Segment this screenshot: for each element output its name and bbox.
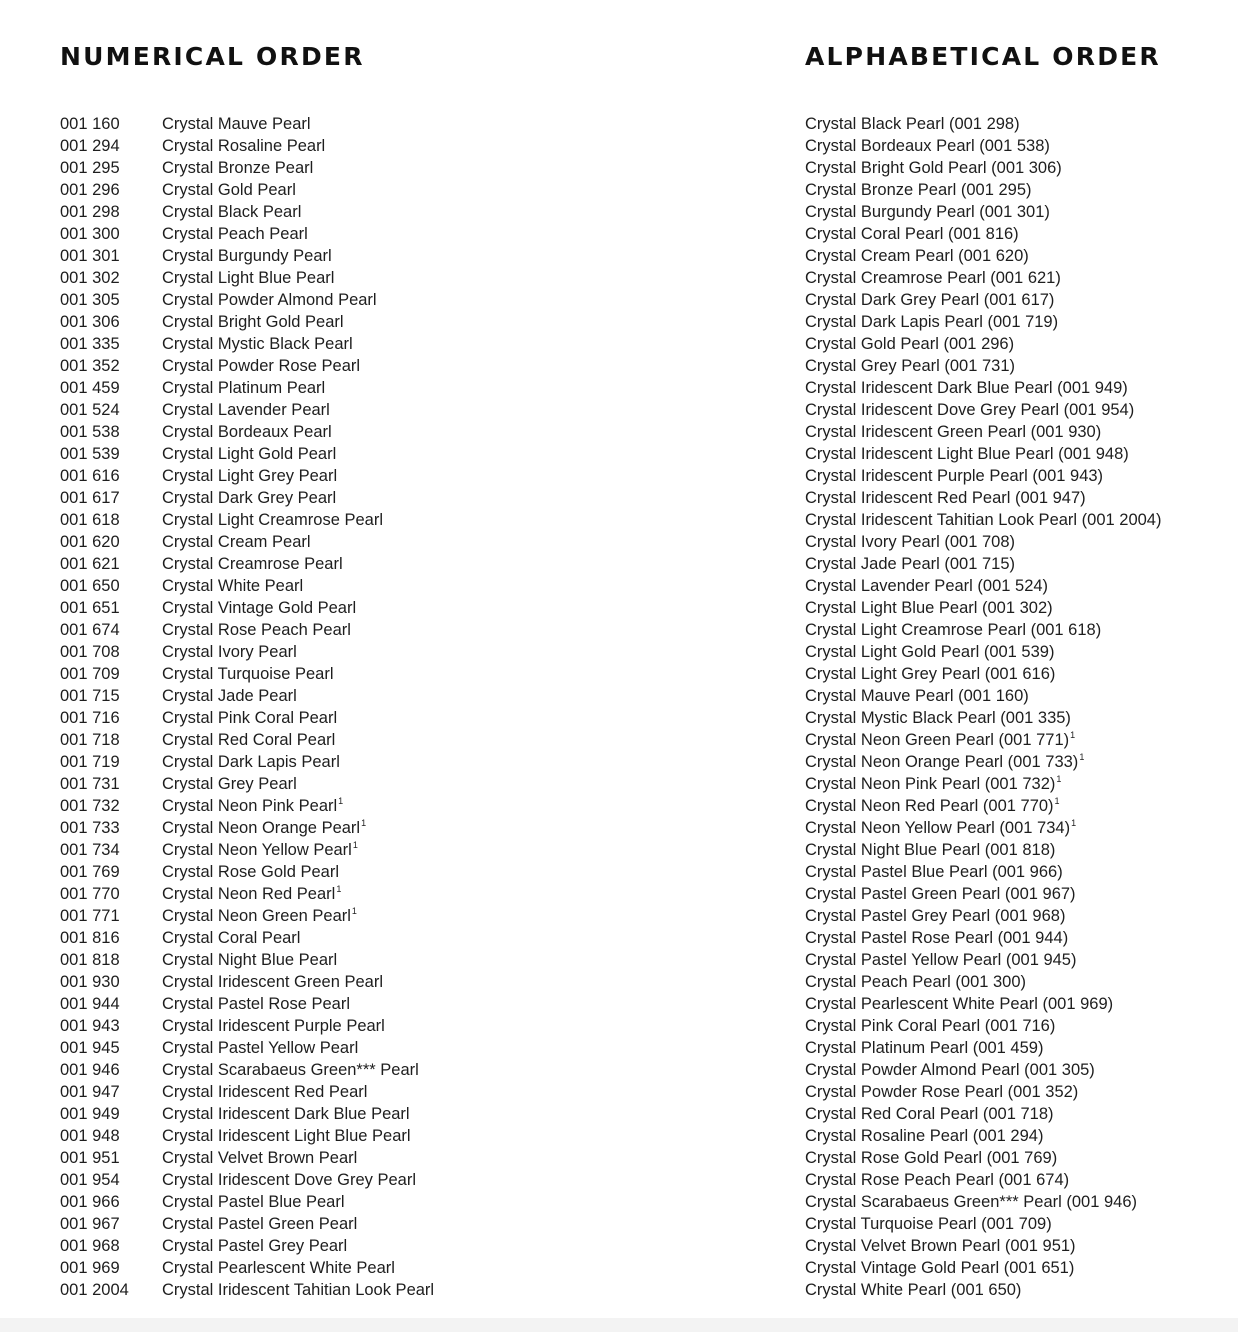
item-name: Crystal Velvet Brown Pearl [162,1149,358,1167]
item-name-with-code: Crystal Iridescent Tahitian Look Pearl (001 2004) [805,511,1162,529]
item-name-with-code: Crystal Pastel Blue Pearl (001 966) [805,863,1063,881]
item-code: 001 617 [60,489,120,507]
item-code: 001 335 [60,335,120,353]
item-name-with-code: Crystal Rosaline Pearl (001 294) [805,1127,1044,1145]
list-item [805,399,1161,421]
item-name: Crystal Neon Red Pearl [162,885,336,903]
list-item [60,201,434,223]
list-item [60,333,434,355]
item-name-with-code: Crystal Burgundy Pearl (001 301) [805,203,1050,221]
list-item [805,1191,1161,1213]
item-name-with-code: Crystal Powder Rose Pearl (001 352) [805,1083,1079,1101]
item-name-with-code: Crystal Mystic Black Pearl (001 335) [805,709,1071,727]
item-code: 001 969 [60,1259,120,1277]
list-item [60,223,434,245]
item-name-with-code: Crystal Rose Peach Pearl (001 674) [805,1171,1070,1189]
item-name-with-code: Crystal Iridescent Dark Blue Pearl (001 949) [805,379,1128,397]
item-code: 001 948 [60,1127,120,1145]
item-name-with-code: Crystal Neon Red Pearl (001 770) [805,797,1054,815]
item-code: 001 620 [60,533,120,551]
item-code: 001 968 [60,1237,120,1255]
item-name: Crystal Turquoise Pearl [162,665,334,683]
list-item [60,267,434,289]
item-name: Crystal Rosaline Pearl [162,137,326,155]
item-name: Crystal Lavender Pearl [162,401,330,419]
item-name: Crystal Vintage Gold Pearl [162,599,357,617]
list-item [805,245,1161,267]
item-code: 001 459 [60,379,120,397]
item-name: Crystal Powder Almond Pearl [162,291,377,309]
list-item [60,729,434,751]
list-item [805,1257,1161,1279]
item-name: Crystal Black Pearl [162,203,302,221]
item-name-with-code: Crystal Light Creamrose Pearl (001 618) [805,621,1102,639]
list-item [805,751,1161,773]
list-item [805,179,1161,201]
item-code: 001 650 [60,577,120,595]
list-item [805,619,1161,641]
item-code: 001 538 [60,423,120,441]
item-name: Crystal Pink Coral Pearl [162,709,338,727]
item-code: 001 771 [60,907,120,925]
item-name: Crystal Platinum Pearl [162,379,326,397]
list-item [805,685,1161,707]
item-name-with-code: Crystal White Pearl (001 650) [805,1281,1022,1299]
list-item [60,1059,434,1081]
list-item [60,399,434,421]
list-item [805,773,1161,795]
footnote-marker: 1 [336,884,342,894]
item-name-with-code: Crystal Iridescent Purple Pearl (001 943) [805,467,1104,485]
item-code: 001 651 [60,599,120,617]
item-name-with-code: Crystal Neon Pink Pearl (001 732) [805,775,1056,793]
item-code: 001 734 [60,841,120,859]
item-code: 001 770 [60,885,120,903]
item-name: Crystal Pastel Grey Pearl [162,1237,348,1255]
footnote-marker: 1 [1071,818,1077,828]
list-item [60,993,434,1015]
item-name-with-code: Crystal Ivory Pearl (001 708) [805,533,1015,551]
list-item [805,1059,1161,1081]
list-item [60,311,434,333]
item-name: Crystal Night Blue Pearl [162,951,338,969]
item-name: Crystal White Pearl [162,577,304,595]
item-name-with-code: Crystal Jade Pearl (001 715) [805,555,1016,573]
item-name: Crystal Red Coral Pearl [162,731,336,749]
item-name: Crystal Iridescent Dark Blue Pearl [162,1105,410,1123]
list-item [60,927,434,949]
item-name: Crystal Bordeaux Pearl [162,423,332,441]
item-name-with-code: Crystal Bronze Pearl (001 295) [805,181,1032,199]
item-name-with-code: Crystal Bright Gold Pearl (001 306) [805,159,1062,177]
item-name-with-code: Crystal Pastel Green Pearl (001 967) [805,885,1076,903]
list-item [805,993,1161,1015]
item-code: 001 298 [60,203,120,221]
item-name-with-code: Crystal Iridescent Dove Grey Pearl (001 954) [805,401,1135,419]
list-item [805,267,1161,289]
item-code: 001 305 [60,291,120,309]
item-name-with-code: Crystal Light Grey Pearl (001 616) [805,665,1056,683]
list-item [805,223,1161,245]
footnote-marker: 1 [1054,796,1060,806]
item-code: 001 301 [60,247,120,265]
list-item [60,817,434,839]
item-name-with-code: Crystal Pastel Yellow Pearl (001 945) [805,951,1077,969]
item-name-with-code: Crystal Iridescent Green Pearl (001 930) [805,423,1102,441]
item-name: Crystal Light Gold Pearl [162,445,337,463]
item-code: 001 296 [60,181,120,199]
item-name: Crystal Iridescent Red Pearl [162,1083,368,1101]
footnote-marker: 1 [361,818,367,828]
list-item [805,641,1161,663]
item-code: 001 944 [60,995,120,1013]
item-code: 001 539 [60,445,120,463]
list-item [60,1037,434,1059]
list-item [60,949,434,971]
item-name: Crystal Gold Pearl [162,181,296,199]
list-item [805,1081,1161,1103]
item-name-with-code: Crystal Bordeaux Pearl (001 538) [805,137,1050,155]
list-item [805,1015,1161,1037]
list-item [60,795,434,817]
item-name-with-code: Crystal Powder Almond Pearl (001 305) [805,1061,1095,1079]
list-item [805,201,1161,223]
list-item [805,1169,1161,1191]
item-code: 001 715 [60,687,120,705]
list-item [60,1191,434,1213]
list-item [805,839,1161,861]
item-name: Crystal Mystic Black Pearl [162,335,353,353]
item-code: 001 967 [60,1215,120,1233]
item-code: 001 943 [60,1017,120,1035]
alphabetical-order-list [805,113,1161,1301]
list-item [60,663,434,685]
item-code: 001 306 [60,313,120,331]
item-name: Crystal Powder Rose Pearl [162,357,361,375]
item-code: 001 300 [60,225,120,243]
item-name: Crystal Pastel Green Pearl [162,1215,358,1233]
item-name-with-code: Crystal Black Pearl (001 298) [805,115,1020,133]
list-item [60,377,434,399]
list-item [60,839,434,861]
item-name-with-code: Crystal Pastel Rose Pearl (001 944) [805,929,1069,947]
item-name: Crystal Neon Orange Pearl [162,819,361,837]
item-name: Crystal Neon Pink Pearl [162,797,338,815]
list-item [60,773,434,795]
list-item [805,861,1161,883]
list-item [805,465,1161,487]
item-name: Crystal Scarabaeus Green*** Pearl [162,1061,419,1079]
list-item [805,135,1161,157]
item-name-with-code: Crystal Mauve Pearl (001 160) [805,687,1029,705]
item-name-with-code: Crystal Lavender Pearl (001 524) [805,577,1049,595]
numerical-order-list [60,113,434,1301]
list-item [805,883,1161,905]
list-item [805,663,1161,685]
list-item [60,1169,434,1191]
list-item [805,487,1161,509]
alphabetical-order-heading: ALPHABETICAL ORDER [805,42,1161,71]
item-code: 001 621 [60,555,120,573]
list-item [60,707,434,729]
item-name-with-code: Crystal Peach Pearl (001 300) [805,973,1027,991]
item-name: Crystal Dark Lapis Pearl [162,753,340,771]
list-item [60,113,434,135]
item-name-with-code: Crystal Neon Green Pearl (001 771) [805,731,1070,749]
item-name: Crystal Iridescent Green Pearl [162,973,384,991]
list-item [805,333,1161,355]
list-item [60,883,434,905]
item-name: Crystal Light Blue Pearl [162,269,335,287]
item-name: Crystal Iridescent Dove Grey Pearl [162,1171,417,1189]
item-name: Crystal Rose Peach Pearl [162,621,351,639]
list-item [805,377,1161,399]
alphabetical-order-column [805,40,1225,1299]
list-item [60,619,434,641]
item-name: Crystal Neon Green Pearl [162,907,351,925]
item-code: 001 295 [60,159,120,177]
list-item [805,927,1161,949]
item-name: Crystal Iridescent Light Blue Pearl [162,1127,411,1145]
item-name: Crystal Peach Pearl [162,225,308,243]
numerical-order-heading: NUMERICAL ORDER [60,42,365,71]
list-item [805,1235,1161,1257]
item-name: Crystal Burgundy Pearl [162,247,332,265]
item-name-with-code: Crystal Neon Orange Pearl (001 733) [805,753,1079,771]
item-name: Crystal Creamrose Pearl [162,555,343,573]
list-item [60,1015,434,1037]
item-name: Crystal Rose Gold Pearl [162,863,339,881]
item-code: 001 719 [60,753,120,771]
item-code: 001 947 [60,1083,120,1101]
item-name: Crystal Neon Yellow Pearl [162,841,352,859]
list-item [805,729,1161,751]
footnote-marker: 1 [1056,774,1062,784]
list-item [805,597,1161,619]
list-item [805,1037,1161,1059]
item-name: Crystal Cream Pearl [162,533,311,551]
list-item [805,1279,1161,1301]
item-code: 001 524 [60,401,120,419]
item-name: Crystal Bright Gold Pearl [162,313,344,331]
item-name-with-code: Crystal Light Blue Pearl (001 302) [805,599,1053,617]
footnote-marker: 1 [338,796,344,806]
list-item [60,179,434,201]
list-item [805,575,1161,597]
item-name: Crystal Pastel Rose Pearl [162,995,350,1013]
list-item [60,553,434,575]
list-item [60,465,434,487]
item-name-with-code: Crystal Velvet Brown Pearl (001 951) [805,1237,1076,1255]
list-item [805,1213,1161,1235]
item-name-with-code: Crystal Pink Coral Pearl (001 716) [805,1017,1056,1035]
list-item [60,421,434,443]
item-code: 001 949 [60,1105,120,1123]
list-item [60,597,434,619]
item-name-with-code: Crystal Night Blue Pearl (001 818) [805,841,1056,859]
list-item [60,1147,434,1169]
item-code: 001 966 [60,1193,120,1211]
item-code: 001 733 [60,819,120,837]
item-name-with-code: Crystal Dark Lapis Pearl (001 719) [805,313,1059,331]
item-name: Crystal Grey Pearl [162,775,297,793]
list-item [805,1103,1161,1125]
list-item [60,905,434,927]
list-item [60,751,434,773]
item-code: 001 302 [60,269,120,287]
list-item [60,531,434,553]
list-item [805,949,1161,971]
item-name-with-code: Crystal Iridescent Light Blue Pearl (001 948) [805,445,1129,463]
list-item [805,553,1161,575]
list-item [805,531,1161,553]
list-item [60,1213,434,1235]
item-code: 001 951 [60,1149,120,1167]
list-item [60,157,434,179]
footnote-marker: 1 [1070,730,1076,740]
item-name: Crystal Pastel Yellow Pearl [162,1039,359,1057]
list-item [805,289,1161,311]
list-item [60,1235,434,1257]
list-item [60,575,434,597]
list-item [805,971,1161,993]
item-name-with-code: Crystal Iridescent Red Pearl (001 947) [805,489,1086,507]
item-code: 001 718 [60,731,120,749]
item-code: 001 2004 [60,1281,129,1299]
item-code: 001 818 [60,951,120,969]
item-name: Crystal Dark Grey Pearl [162,489,337,507]
item-name: Crystal Iridescent Purple Pearl [162,1017,385,1035]
item-code: 001 616 [60,467,120,485]
item-name: Crystal Light Grey Pearl [162,467,338,485]
list-item [805,509,1161,531]
list-item [805,795,1161,817]
item-name-with-code: Crystal Vintage Gold Pearl (001 651) [805,1259,1075,1277]
item-name: Crystal Bronze Pearl [162,159,314,177]
list-item [805,1125,1161,1147]
item-name: Crystal Coral Pearl [162,929,301,947]
list-item [60,245,434,267]
list-item [60,1081,434,1103]
list-item [805,355,1161,377]
item-name: Crystal Pearlescent White Pearl [162,1259,395,1277]
item-code: 001 732 [60,797,120,815]
item-code: 001 709 [60,665,120,683]
list-item [805,905,1161,927]
item-name-with-code: Crystal Light Gold Pearl (001 539) [805,643,1055,661]
item-code: 001 618 [60,511,120,529]
item-name: Crystal Pastel Blue Pearl [162,1193,345,1211]
item-name-with-code: Crystal Rose Gold Pearl (001 769) [805,1149,1058,1167]
list-item [805,707,1161,729]
item-name-with-code: Crystal Turquoise Pearl (001 709) [805,1215,1052,1233]
item-name-with-code: Crystal Pearlescent White Pearl (001 969) [805,995,1114,1013]
item-name-with-code: Crystal Cream Pearl (001 620) [805,247,1029,265]
item-name-with-code: Crystal Scarabaeus Green*** Pearl (001 946) [805,1193,1138,1211]
list-item [60,1125,434,1147]
list-item [805,443,1161,465]
item-name-with-code: Crystal Pastel Grey Pearl (001 968) [805,907,1066,925]
item-code: 001 945 [60,1039,120,1057]
item-code: 001 674 [60,621,120,639]
item-code: 001 769 [60,863,120,881]
list-item [60,1103,434,1125]
list-item [805,817,1161,839]
list-item [805,311,1161,333]
list-item [60,685,434,707]
item-code: 001 946 [60,1061,120,1079]
footnote-marker: 1 [1079,752,1085,762]
item-name-with-code: Crystal Gold Pearl (001 296) [805,335,1015,353]
item-name-with-code: Crystal Red Coral Pearl (001 718) [805,1105,1054,1123]
item-name-with-code: Crystal Neon Yellow Pearl (001 734) [805,819,1071,837]
item-name: Crystal Light Creamrose Pearl [162,511,383,529]
item-code: 001 930 [60,973,120,991]
item-name: Crystal Iridescent Tahitian Look Pearl [162,1281,435,1299]
item-code: 001 816 [60,929,120,947]
item-name-with-code: Crystal Platinum Pearl (001 459) [805,1039,1044,1057]
list-item [805,421,1161,443]
list-item [60,1279,434,1301]
list-item [60,1257,434,1279]
list-item [60,971,434,993]
footnote-marker: 1 [351,906,357,916]
page-bottom-edge [0,1318,1238,1332]
list-item [60,861,434,883]
item-code: 001 716 [60,709,120,727]
item-name-with-code: Crystal Dark Grey Pearl (001 617) [805,291,1055,309]
item-name-with-code: Crystal Creamrose Pearl (001 621) [805,269,1061,287]
item-code: 001 731 [60,775,120,793]
list-item [60,641,434,663]
list-item [60,487,434,509]
footnote-marker: 1 [352,840,358,850]
item-code: 001 708 [60,643,120,661]
list-item [805,1147,1161,1169]
numerical-order-column [60,40,620,1299]
list-item [805,157,1161,179]
item-name-with-code: Crystal Grey Pearl (001 731) [805,357,1015,375]
list-item [60,135,434,157]
list-item [60,509,434,531]
list-item [60,355,434,377]
item-code: 001 294 [60,137,120,155]
item-name: Crystal Mauve Pearl [162,115,311,133]
item-code: 001 352 [60,357,120,375]
item-name-with-code: Crystal Coral Pearl (001 816) [805,225,1019,243]
list-item [60,443,434,465]
item-name: Crystal Jade Pearl [162,687,297,705]
item-name: Crystal Ivory Pearl [162,643,297,661]
list-item [805,113,1161,135]
item-code: 001 160 [60,115,120,133]
item-code: 001 954 [60,1171,120,1189]
list-item [60,289,434,311]
